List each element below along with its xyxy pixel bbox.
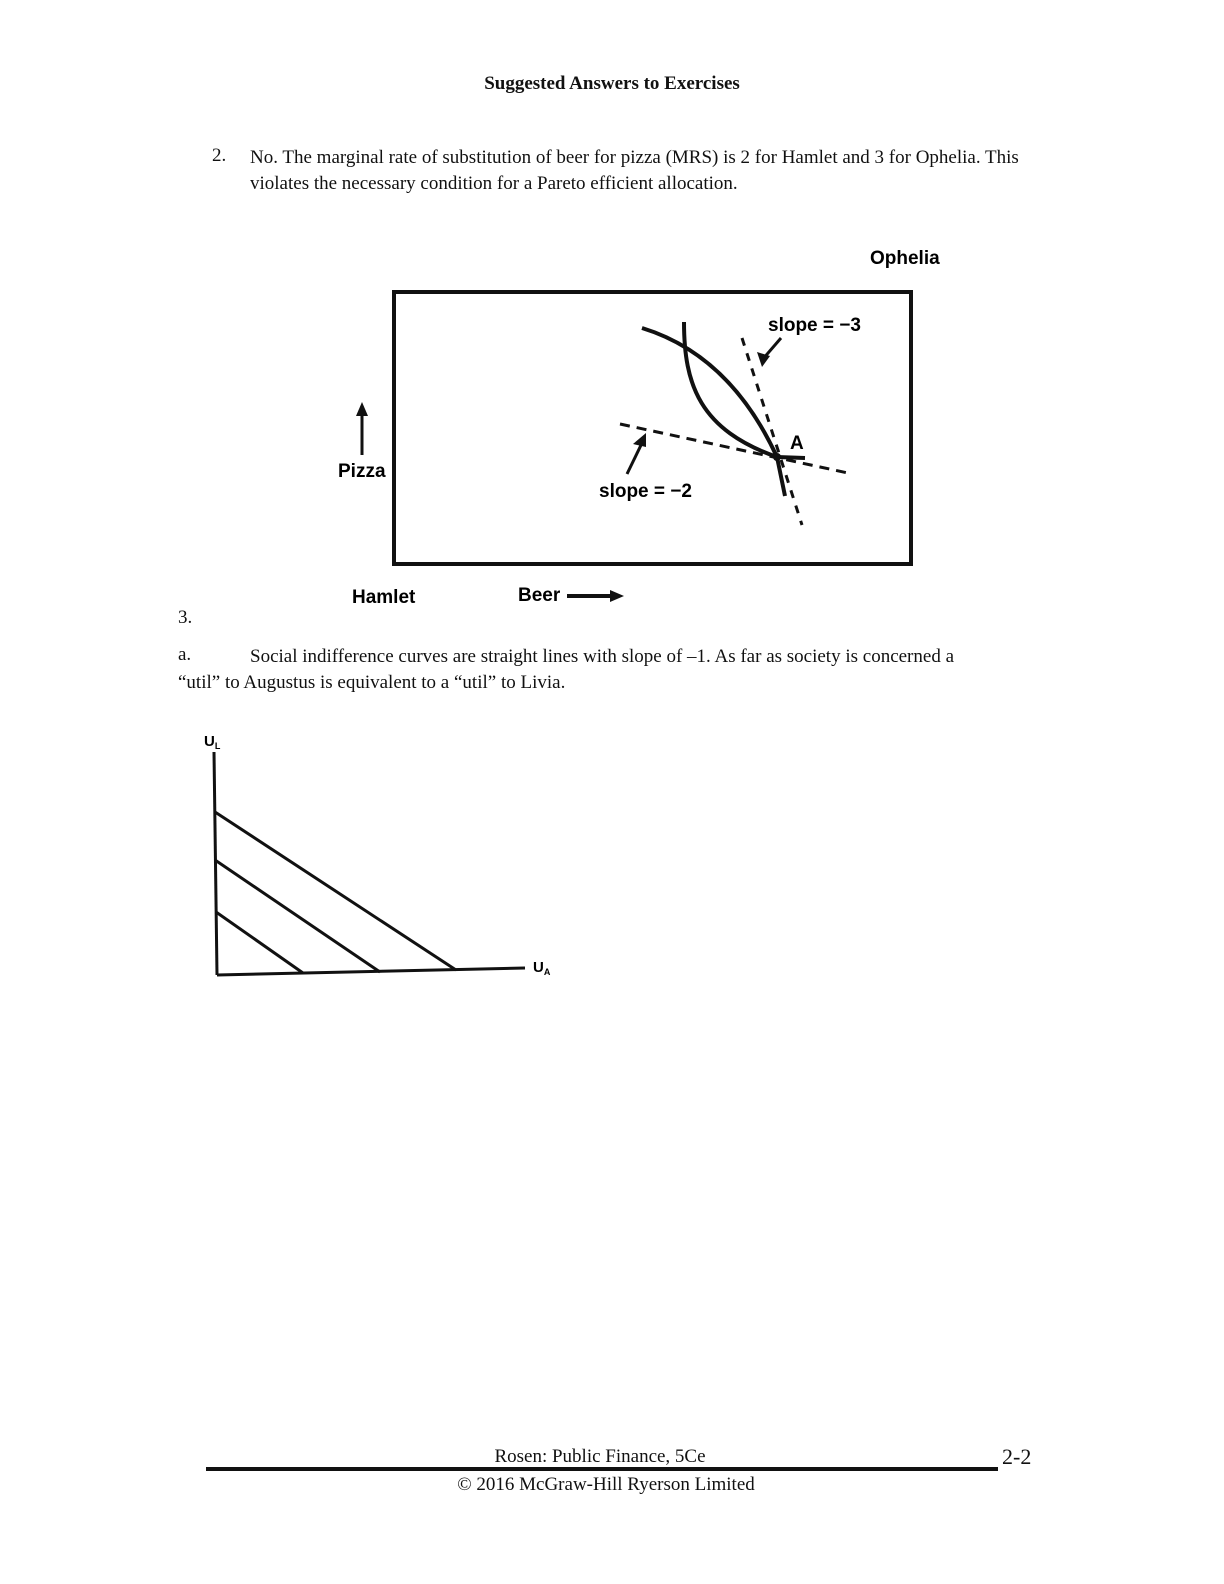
slope-minus-3-label: slope = −3 [768, 315, 861, 336]
question-3a-letter: a. [178, 644, 192, 665]
point-a-label: A [790, 433, 804, 454]
question-2-number: 2. [212, 145, 227, 166]
question-2-answer: No. The marginal rate of substitution of beer for pizza (MRS) is 2 for Hamlet and 3 for Ophelia. This violates the necessary condition for a Pareto efficient allocation. [250, 147, 1019, 194]
slope-minus-2-line [620, 424, 848, 473]
question-3a-answer: Social indifference curves are straight lines with slope of –1. As far as society is concerned a “util” to Augustus is equivalent to a “util” to Livia. [178, 646, 955, 693]
footer-copyright: © 2016 McGraw-Hill Ryerson Limited [457, 1474, 755, 1495]
slope-2-pointer-arrow [627, 441, 643, 474]
slope-minus-3-line [742, 338, 802, 525]
x-axis-label: $U_A$ [533, 959, 551, 977]
point-a-marker [773, 453, 781, 461]
page-heading: Suggested Answers to Exercises [484, 73, 740, 94]
beer-label: Beer [518, 585, 561, 606]
question-3-number: 3. [178, 607, 193, 628]
slope-2-arrowhead [633, 433, 646, 447]
beer-arrowhead [610, 590, 624, 602]
ophelia-label: Ophelia [870, 248, 940, 269]
footer-book-title: Rosen: Public Finance, 5Ce [494, 1446, 706, 1467]
slope-minus-2-label: slope = −2 [599, 481, 692, 502]
footer-page-number: 2-2 [1002, 1444, 1032, 1469]
footer-divider [206, 1467, 998, 1471]
pizza-label: Pizza [338, 461, 386, 482]
hamlet-label: Hamlet [352, 587, 416, 608]
pizza-arrowhead [356, 402, 368, 416]
y-axis-label: $U_L$ [204, 733, 221, 751]
ophelia-indifference-curve [642, 328, 777, 457]
